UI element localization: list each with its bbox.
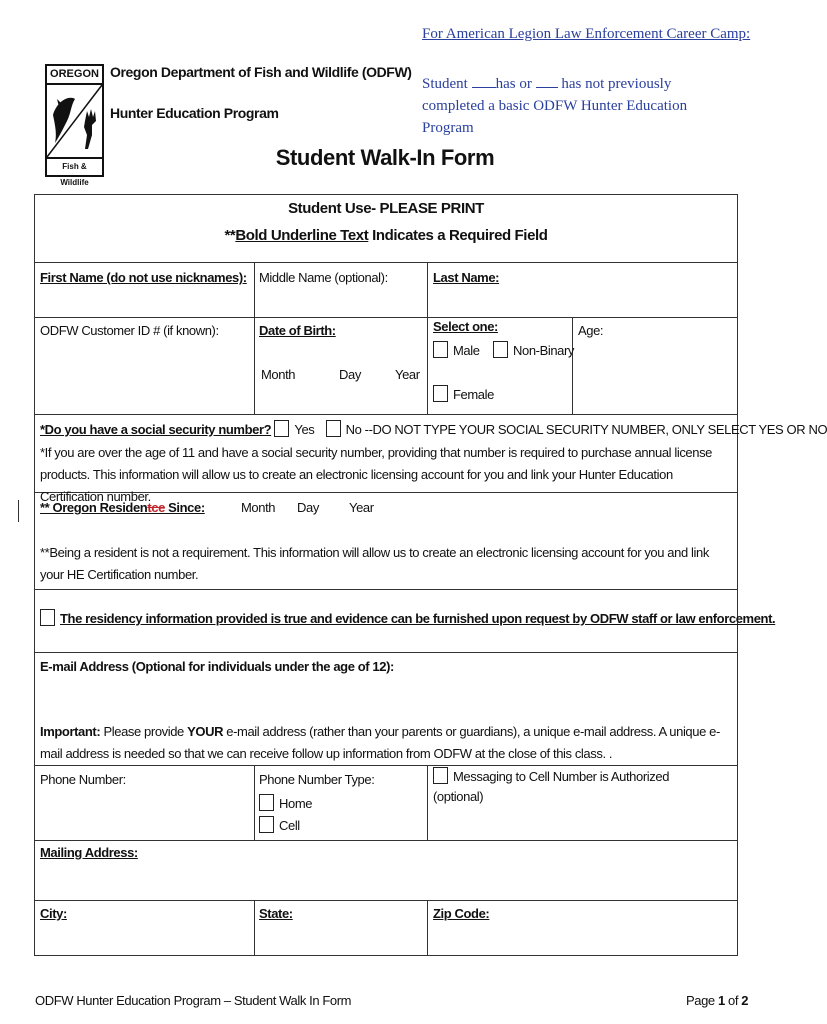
gender-nonbinary-option[interactable]: Non-Binary <box>493 341 574 358</box>
has-not-blank[interactable] <box>536 75 558 88</box>
first-name-field[interactable]: First Name (do not use nicknames): <box>40 270 247 285</box>
residence-day-label: Day <box>297 500 319 515</box>
logo-top-text: OREGON <box>47 66 102 85</box>
divider <box>35 262 737 263</box>
column-divider <box>254 262 255 414</box>
cell-checkbox[interactable] <box>259 816 274 833</box>
column-divider <box>572 317 573 414</box>
column-divider <box>427 900 428 956</box>
divider <box>35 652 737 653</box>
dob-month-label: Month <box>261 367 296 382</box>
gender-select-label: Select one: <box>433 319 498 334</box>
phone-home-option[interactable]: Home <box>259 794 312 811</box>
age-field[interactable]: Age: <box>578 323 604 338</box>
camp-title: For American Legion Law Enforcement Career Camp: <box>422 26 751 42</box>
column-divider <box>254 765 255 840</box>
ssn-question-row: *Do you have a social security number? Yes No --DO NOT TYPE YOUR SOCIAL SECURITY NUMBER, ONLY SELECT YES OR NO <box>40 422 827 437</box>
text-cursor-mark <box>18 500 19 522</box>
residency-note: **Being a resident is not a requirement. This information will allow us to create an electronic licensing account for you and link your HE Certification number. <box>40 545 709 582</box>
messaging-checkbox[interactable] <box>433 767 448 784</box>
divider <box>35 317 737 318</box>
divider <box>35 589 737 590</box>
email-important-note: Important: Please provide YOUR e-mail address (rather than your parents or guardians), a unique e-mail address. A unique e-mail address is needed so that we can receive follow up information from ODFW at the close of this class. . <box>40 724 720 761</box>
instructions-line-1: Student Use- PLEASE PRINT <box>288 200 484 217</box>
form-title: Student Walk-In Form <box>275 145 495 170</box>
divider <box>35 900 737 901</box>
phone-number-field[interactable]: Phone Number: <box>40 772 126 787</box>
gender-male-option[interactable]: Male <box>433 341 480 358</box>
column-divider <box>427 765 428 840</box>
phone-cell-option[interactable]: Cell <box>259 816 300 833</box>
dob-day-label: Day <box>339 367 361 382</box>
ssn-no-checkbox[interactable] <box>326 420 341 437</box>
column-divider <box>427 262 428 414</box>
logo-bottom-text: Fish & Wildlife <box>47 157 102 175</box>
email-field[interactable]: E-mail Address (Optional for individuals under the age of 12): <box>40 659 394 674</box>
has-blank[interactable] <box>472 75 496 88</box>
male-checkbox[interactable] <box>433 341 448 358</box>
home-checkbox[interactable] <box>259 794 274 811</box>
footer-title: ODFW Hunter Education Program – Student Walk In Form <box>35 993 352 1008</box>
ssn-yes-checkbox[interactable] <box>274 420 289 437</box>
messaging-authorization[interactable]: Messaging to Cell Number is Authorized (optional) <box>433 769 670 804</box>
divider <box>35 765 737 766</box>
phone-type-label: Phone Number Type: <box>259 772 375 787</box>
residence-month-label: Month <box>241 500 276 515</box>
column-divider <box>254 900 255 956</box>
city-field[interactable]: City: <box>40 906 67 921</box>
female-checkbox[interactable] <box>433 385 448 402</box>
dob-year-label: Year <box>395 367 420 382</box>
residency-attestation[interactable]: The residency information provided is true and evidence can be furnished upon request by ODFW staff or law enforcement. <box>40 609 775 626</box>
divider <box>35 840 737 841</box>
page-number: Page 1 of 2 <box>686 993 749 1008</box>
dob-field[interactable]: Date of Birth: <box>259 323 336 338</box>
zip-code-field[interactable]: Zip Code: <box>433 906 490 921</box>
attestation-checkbox[interactable] <box>40 609 55 626</box>
ssn-note: *If you are over the age of 11 and have a social security number, providing that number is required to purchase annual license products. This information will allow us to create an electronic licensing account for you and link your Hunter Education Certification number. <box>40 445 713 504</box>
gender-female-option[interactable]: Female <box>433 385 494 402</box>
residence-year-label: Year <box>349 500 374 515</box>
divider <box>35 414 737 415</box>
instructions-line-2: **Bold Underline Text Indicates a Required Field <box>224 227 548 244</box>
agency-name: Oregon Department of Fish and Wildlife (ODFW) <box>110 64 412 80</box>
state-field[interactable]: State: <box>259 906 293 921</box>
nonbinary-checkbox[interactable] <box>493 341 508 358</box>
mailing-address-field[interactable]: Mailing Address: <box>40 845 138 860</box>
middle-name-field[interactable]: Middle Name (optional): <box>259 270 388 285</box>
oregon-residence-field[interactable]: ** Oregon Residentce Since: <box>40 500 205 515</box>
struck-text: tce <box>147 500 165 515</box>
previous-completion-statement: Student has or has not previously completed a basic ODFW Hunter Education Program <box>422 76 688 136</box>
walk-in-form <box>34 194 827 956</box>
program-name: Hunter Education Program <box>110 105 279 121</box>
last-name-field[interactable]: Last Name: <box>433 270 500 285</box>
customer-id-field[interactable]: ODFW Customer ID # (if known): <box>40 323 219 338</box>
